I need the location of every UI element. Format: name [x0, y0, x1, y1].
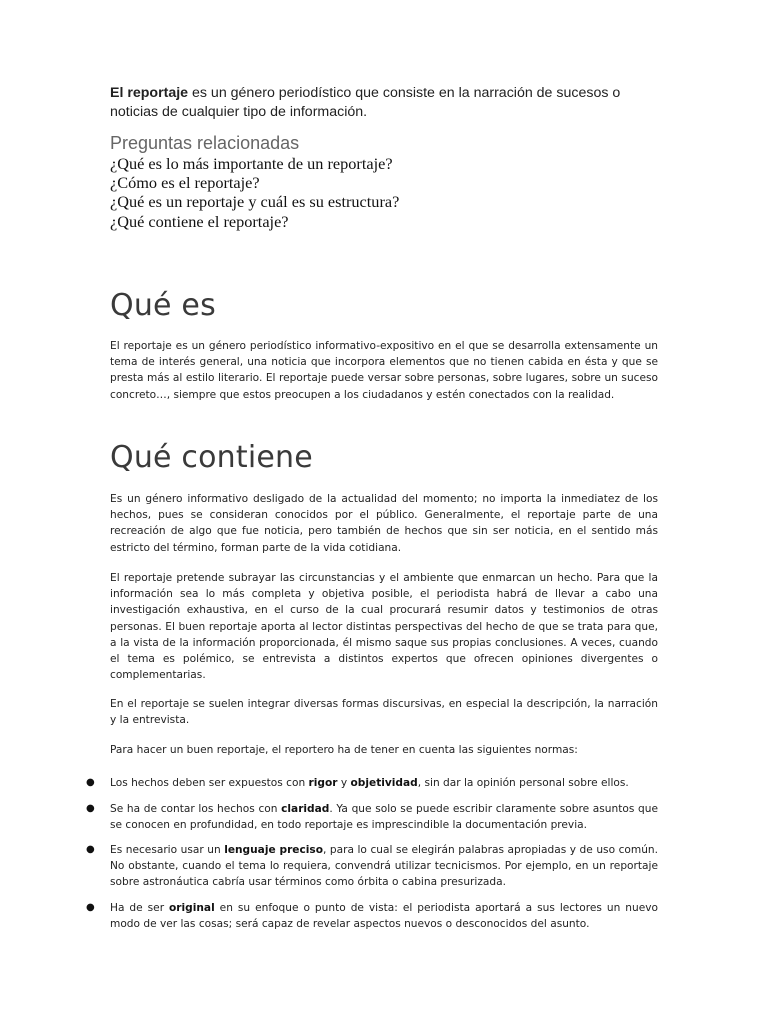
contiene-paragraph-4: Para hacer un buen reportaje, el reportero ha de tener en cuenta las siguientes normas:	[110, 744, 578, 756]
bullet-text: , sin dar la opinión personal sobre ellos.	[417, 777, 629, 789]
bullet-text: . Ya que solo se puede escribir claramente sobre asuntos que se conocen en profundidad, en todo reportaje es imprescindible la documentación previa.	[110, 803, 658, 832]
bullet-text: Se ha de contar los hechos con	[110, 803, 282, 815]
list-item	[86, 801, 658, 833]
list-item	[86, 842, 658, 891]
bullet-emphasis: rigor	[308, 777, 338, 789]
bullet-icon: ●	[86, 803, 95, 814]
intro-text: es un género periodístico que consiste en la narración de sucesos o noticias de cualquier tipo de información.	[110, 85, 621, 120]
related-questions-list	[110, 154, 399, 231]
intro-paragraph	[110, 84, 650, 122]
contiene-paragraph-1: Es un género informativo desligado de la actualidad del momento; no importa la inmediatez de los hechos, pues se consideran conocidos por el público. Generalmente, el reportaje parte de una recreación de algo que fue noticia, pero también de hechos que sin ser noticia, en el sentido más estricto del término, forman parte de la vida cotidiana.	[110, 493, 658, 554]
intro-term: El reportaje	[110, 85, 189, 101]
bullet-emphasis: lenguaje preciso	[224, 844, 323, 856]
bullet-emphasis: objetividad	[350, 777, 418, 789]
list-item	[86, 775, 658, 791]
bullet-text: en su enfoque o punto de vista: el periodista aportará a sus lectores un nuevo modo de ver las cosas; será capaz de revelar aspectos nuevos o desconocidos del asunto.	[110, 902, 658, 931]
bullet-emphasis: claridad	[281, 803, 330, 815]
contiene-paragraph-2: El reportaje pretende subrayar las circunstancias y el ambiente que enmarcan un hecho. Para que la información sea lo más completa y objetiva posible, el periodista habrá de llevar a cabo una investigación exhaustiva, en el curso de la cual procurará resumir datos y testimonios de otras personas. El buen reportaje aporta al lector distintas perspectivas del hecho de que se trata para que, a la vista de la información proporcionada, él mismo saque sus propias conclusiones. A veces, cuando el tema es polémico, se entrevista a distintos expertos que ofrecen opiniones divergentes o complementarias.	[110, 572, 658, 682]
related-question[interactable]: ¿Qué es lo más importante de un reportaje?	[110, 154, 393, 173]
bullet-emphasis: original	[169, 902, 215, 914]
bullet-text: , para lo cual se elegirán palabras apropiadas y de uso común. No obstante, cuando el tema lo requiera, convendrá utilizar tecnicismos. Por ejemplo, en un reportaje sobre astronáutica cabría usar términos como órbita o cabina presurizada.	[110, 844, 658, 889]
bullet-icon: ●	[86, 902, 95, 913]
section-heading-que-es: Qué es	[110, 288, 216, 323]
bullet-text: Los hechos deben ser expuestos con	[110, 777, 309, 789]
related-question[interactable]: ¿Cómo es el reportaje?	[110, 173, 260, 193]
que-es-paragraph: El reportaje es un género periodístico informativo-expositivo en el que se desarrolla extensamente un tema de interés general, una noticia que incorpora elementos que no tienen cabida en ésta y que se presta más al estilo literario. El reportaje puede versar sobre personas, sobre lugares, sobre un suceso concreto…, siempre que estos preocupen a los ciudadanos y estén conectados con la realidad.	[110, 340, 658, 401]
bullet-text: Ha de ser	[110, 902, 170, 914]
related-question[interactable]: ¿Qué es un reportaje y cuál es su estructura?	[110, 192, 400, 212]
related-questions-title: Preguntas relacionadas	[110, 133, 300, 153]
bullet-text: y	[337, 777, 351, 789]
bullet-icon: ●	[86, 844, 95, 855]
bullet-text: Es necesario usar un	[110, 844, 225, 856]
related-question[interactable]: ¿Qué contiene el reportaje?	[110, 211, 289, 231]
section-heading-que-contiene: Qué contiene	[110, 440, 313, 475]
list-item	[86, 900, 658, 932]
bullet-icon: ●	[86, 777, 95, 788]
contiene-paragraph-3: En el reportaje se suelen integrar diversas formas discursivas, en especial la descripción, la narración y la entrevista.	[110, 698, 658, 727]
